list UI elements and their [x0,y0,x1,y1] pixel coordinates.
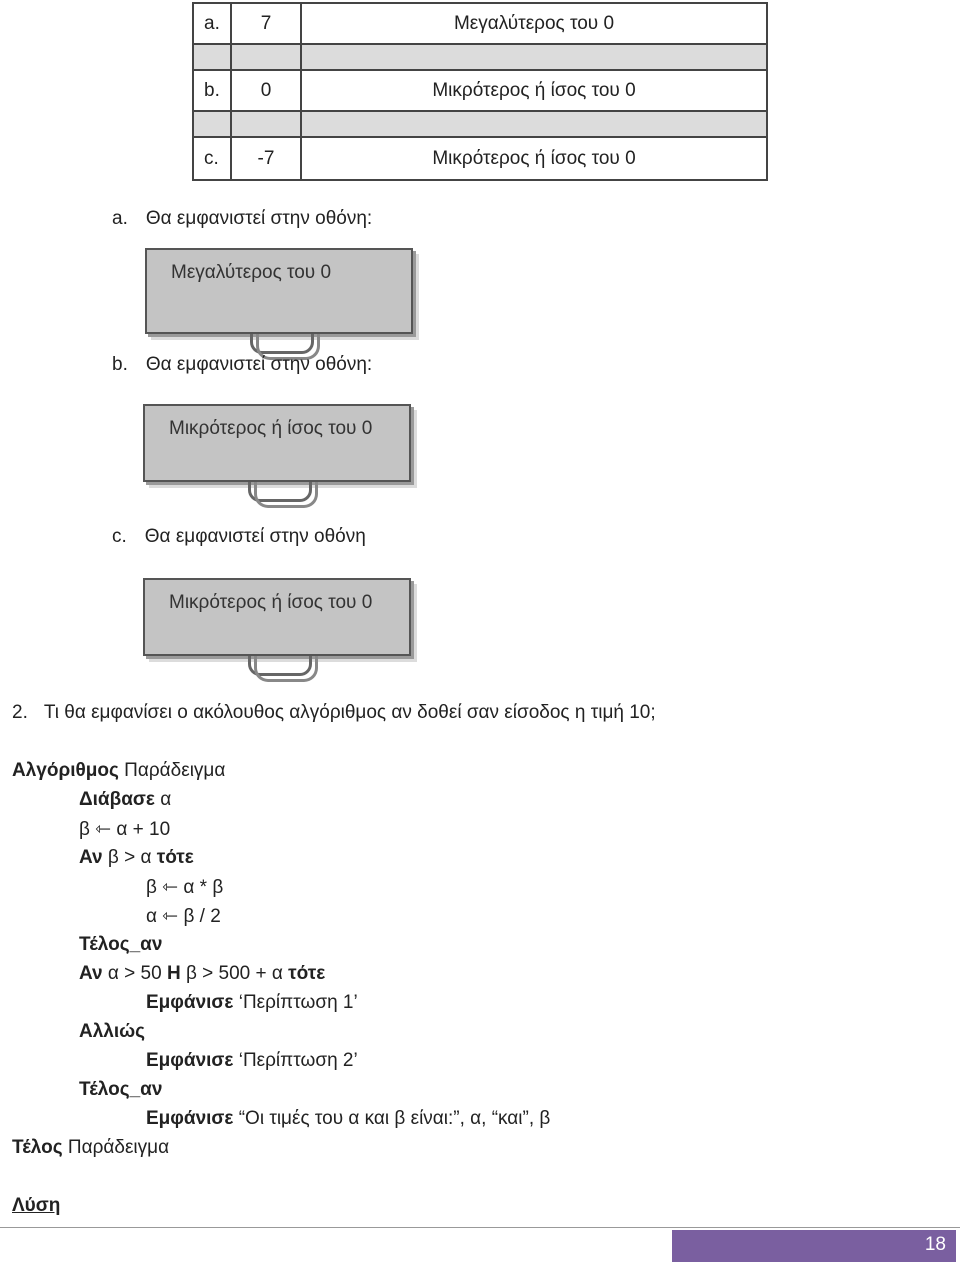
screen-text: Μεγαλύτερος του 0 [171,262,332,283]
row-value: 7 [230,4,300,43]
page-number: 18 [924,1234,946,1255]
monitor-stand-shadow-icon [254,656,318,682]
row-letter: c. [204,147,219,169]
question-2: 2. Τι θα εμφανίσει ο ακόλουθος αλγόριθμος αν δοθεί σαν είσοδος η τιμή 10; [12,702,656,723]
table-row [194,138,766,179]
screen-box-b [143,404,411,482]
output-b-label: b. Θα εμφανιστεί στην οθόνη: [112,354,373,375]
monitor-stand-shadow-icon [254,482,318,508]
table-row [194,71,766,112]
footer-page-bar [672,1230,956,1262]
screen-box-c [143,578,411,656]
row-value: 0 [230,71,300,110]
values-table [192,2,768,181]
row-letter: a. [204,12,220,34]
footer-divider [0,1227,960,1228]
output-caption: Θα εμφανιστεί στην οθόνη [144,526,366,547]
algo-line-assign: β ⇽ α + 10 [79,819,171,840]
algo-line-endif2: Τέλος_αν [79,1079,163,1100]
algo-line-read: Διάβασε α [79,789,172,810]
algo-line-if2: Αν α > 50 Η β > 500 + α τότε [79,963,326,984]
algo-line-assign2: β ⇽ α * β [146,877,224,898]
output-caption: Θα εμφανιστεί στην οθόνη: [145,208,373,229]
algo-line-if1: Αν β > α τότε [79,847,194,868]
algo-line-print3: Εμφάνισε “Οι τιμές του α και β είναι:”, α, “και”, β [146,1108,551,1129]
output-caption: Θα εμφανιστεί στην οθόνη: [145,354,373,375]
screen-text: Μικρότερος ή ίσος του 0 [169,418,373,439]
row-result: Μεγαλύτερος του 0 [300,4,766,43]
row-result: Μικρότερος ή ίσος του 0 [300,71,766,110]
table-separator-row [194,45,766,71]
solution-heading: Λύση [12,1195,61,1216]
algo-line-print1: Εμφάνισε ‘Περίπτωση 1’ [146,992,358,1013]
table-separator-row [194,112,766,138]
algo-line-assign3: α ⇽ β / 2 [146,906,221,927]
row-letter: b. [204,79,220,101]
output-c-label: c. Θα εμφανιστεί στην οθόνη [112,526,366,547]
algo-line-header: Αλγόριθμος Παράδειγμα [12,760,226,781]
row-result: Μικρότερος ή ίσος του 0 [300,138,766,179]
algo-line-endif1: Τέλος_αν [79,934,163,955]
screen-text: Μικρότερος ή ίσος του 0 [169,592,373,613]
output-a-label: a. Θα εμφανιστεί στην οθόνη: [112,208,373,229]
algo-line-end: Τέλος Παράδειγμα [12,1137,170,1158]
algo-line-else: Αλλιώς [79,1021,146,1042]
row-value: -7 [230,138,300,179]
table-row [194,4,766,45]
algo-line-print2: Εμφάνισε ‘Περίπτωση 2’ [146,1050,358,1071]
screen-box-a [145,248,413,334]
question-text: Τι θα εμφανίσει ο ακόλουθος αλγόριθμος αν δοθεί σαν είσοδος η τιμή 10; [43,702,656,723]
